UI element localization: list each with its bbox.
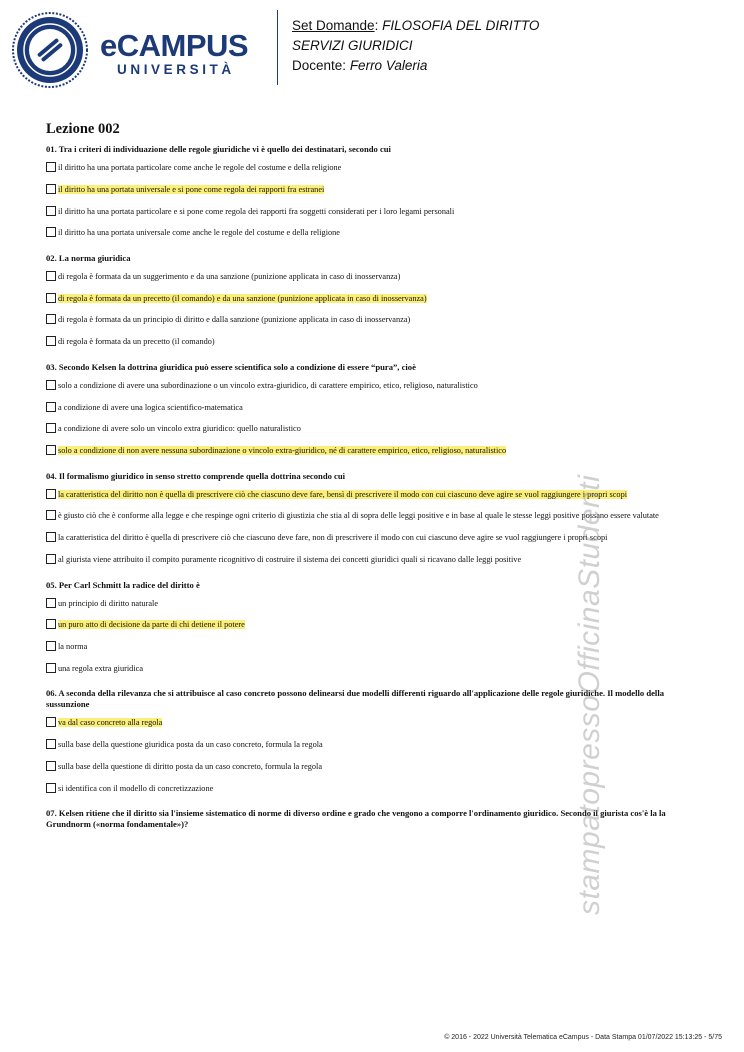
answer-text-wrap [58,554,521,566]
answer-text-wrap [58,532,607,544]
answer-text-wrap [58,641,87,653]
brand-name: eCAMPUS [100,28,249,63]
answer-option [46,227,698,239]
answer-text: il diritto ha una portata particolare come anche le regole del costume e della religione [58,163,342,172]
answer-text: solo a condizione di avere una subordinazione o un vincolo extra-giuridico, di carattere empirico, etico, religioso, naturalistico [58,380,478,390]
answer-text: è giusto ciò che è conforme alla legge e che respinge ogni criterio di giustizia che stia al di sopra delle leggi positive e in base al quale le stesse leggi positive possano essere valutate [58,511,659,521]
answer-text-wrap [58,380,478,392]
answer-checkbox[interactable] [46,293,56,303]
answer-checkbox[interactable] [46,641,56,651]
teacher-label: Docente: [292,58,347,73]
answer-checkbox[interactable] [46,619,56,629]
answer-text-wrap [58,184,324,196]
question-block [46,253,698,348]
answer-option-correct [46,184,698,196]
answer-option [46,402,698,414]
answer-text-wrap [58,314,410,326]
answer-text-wrap [58,227,340,239]
question-text: 01. Tra i criteri di individuazione delle regole giuridiche vi è quello dei destinatari, secondo cui [46,144,391,154]
answer-checkbox[interactable] [46,532,56,542]
answer-text: la caratteristica del diritto non è quella di prescrivere ciò che ciascuno deve fare, bensì di prescrivere il modo con cui ciascuno deve agire se vuol raggiungere i propri scopi [58,489,628,499]
answer-text-wrap [58,293,427,305]
answer-text-wrap [58,510,659,522]
answer-option [46,162,698,174]
answer-text: la caratteristica del diritto è quella di prescrivere ciò che ciascuno deve fare, non di prescrivere il modo con cui ciascuno deve agire se vuol raggiungere i propri scopi [58,533,608,543]
answer-option [46,314,698,326]
answer-checkbox[interactable] [46,380,56,390]
answer-checkbox[interactable] [46,598,56,608]
answer-text: va dal caso concreto alla regola [58,718,163,728]
answer-text-wrap [58,598,158,610]
ecampus-wordmark [100,30,265,77]
answer-option [46,423,698,435]
question-text: 07. Kelsen ritiene che il diritto sia l'insieme sistematico di norme di diverso ordine e grado che vengono a comporre l'ordinamento giuridico. Secondo il giurista cos'è la la Grundnorm («norma fondamentale»)? [46,808,666,830]
lesson-title: Lezione 002 [46,121,120,137]
answer-checkbox[interactable] [46,510,56,520]
answer-checkbox[interactable] [46,663,56,673]
answer-text: solo a condizione di non avere nessuna subordinazione o vincolo extra-giuridico, né di carattere empirico, etico, religioso, naturalistico [58,446,507,456]
answer-text: sulla base della questione giuridica posta da un caso concreto, formula la regola [58,740,323,750]
answer-text-wrap [58,663,143,675]
answer-text-wrap [58,761,322,773]
set-label: Set Domande [292,18,375,33]
question-text: 03. Secondo Kelsen la dottrina giuridica può essere scientifica solo a condizione di essere “pura”, cioè [46,361,416,372]
question-block [46,144,698,239]
answer-checkbox[interactable] [46,489,56,499]
answer-checkbox[interactable] [46,739,56,749]
question-text: 04. Il formalismo giuridico in senso stretto comprende quella dottrina secondo cui [46,470,346,481]
answer-text: si identifica con il modello di concretizzazione [58,783,214,793]
answer-text: di regola è formata da un suggerimento e da una sanzione (punizione applicata in caso di inosservanza) [58,271,401,281]
answer-text: di regola è formata da un principio di diritto e dalla sanzione (punizione applicata in caso di inosservanza) [58,315,411,325]
course-line [292,36,539,56]
answer-checkbox[interactable] [46,783,56,793]
answer-checkbox[interactable] [46,227,56,237]
answer-text: una regola extra giuridica [58,663,144,673]
set-value: FILOSOFIA DEL DIRITTO [382,18,540,33]
question-text: 05. Per Carl Schmitt la radice del diritto è [46,579,200,590]
answer-text: il diritto ha una portata particolare e si pone come regola dei rapporti fra soggetti considerati per i loro legami personali [58,206,455,216]
teacher-name: Ferro Valeria [349,58,428,73]
answer-text: un puro atto di decisione da parte di chi detiene il potere [58,620,245,630]
question-text: 02. La norma giuridica [46,252,131,263]
answer-checkbox[interactable] [46,336,56,346]
answer-text-wrap [58,402,243,414]
watermark: stampatopressoOfficinaStudenti [573,474,606,915]
header-divider [277,10,278,85]
page-footer: © 2016 - 2022 Università Telematica eCampus - Data Stampa 01/07/2022 15:13:25 - 5/75 [444,1034,722,1041]
answer-text: la norma [58,642,88,652]
answer-option [46,271,698,283]
course-name: SERVIZI GIURIDICI [292,38,413,53]
answer-text: sulla base della questione di diritto posta da un caso concreto, formula la regola [58,762,323,772]
answer-option-correct [46,293,698,305]
answer-checkbox[interactable] [46,445,56,455]
answer-checkbox[interactable] [46,402,56,412]
answer-checkbox[interactable] [46,271,56,281]
answer-text-wrap [58,619,245,631]
answer-text-wrap [58,423,301,435]
answer-text: a condizione di avere una logica scientifico-matematica [58,402,243,412]
answer-option [46,206,698,218]
set-line: Set Domande: FILOSOFIA DEL DIRITTO [292,18,540,33]
answer-checkbox[interactable] [46,314,56,324]
answer-checkbox[interactable] [46,761,56,771]
ecampus-seal-logo [12,12,88,88]
answer-text-wrap [58,783,213,795]
answer-text: al giurista viene attribuito il compito puramente ricognitivo di costruire il sistema dei concetti giuridici quali si ricavano dalle leggi positive [58,555,522,565]
answer-text: il diritto ha una portata universale come anche le regole del costume e della religione [58,228,340,238]
answer-text-wrap [58,336,215,348]
answer-text-wrap [58,717,162,729]
answer-checkbox[interactable] [46,717,56,727]
question-text: 06. A seconda della rilevanza che si attribuisce al caso concreto possono delinearsi due modelli differenti riguardo all'applicazione delle regole giuridiche. Il modello della sussunzione [46,688,665,710]
answer-option [46,336,698,348]
answer-text: un principio di diritto naturale [58,598,159,608]
answer-text-wrap [58,162,341,174]
answer-text-wrap [58,206,454,218]
answer-text: di regola è formata da un precetto (il comando) [58,337,215,347]
answer-text-wrap [58,445,506,457]
question-block [46,362,698,457]
course-info [292,16,539,76]
answer-text-wrap [58,489,627,501]
answer-text: di regola è formata da un precetto (il comando) e da una sanzione (punizione applicata in caso di inosservanza) [58,293,427,303]
page-header [0,0,744,100]
brand-subtitle: UNIVERSITÀ [117,62,235,77]
answer-text: il diritto ha una portata universale e si pone come regola dei rapporti fra estranei [58,184,325,194]
answer-checkbox[interactable] [46,206,56,216]
answer-text: a condizione di avere solo un vincolo extra giuridico: quello naturalistico [58,424,301,434]
teacher-line [292,56,539,76]
answer-text-wrap [58,271,400,283]
answer-checkbox[interactable] [46,184,56,194]
answer-option-correct [46,445,698,457]
answer-checkbox[interactable] [46,162,56,172]
answer-checkbox[interactable] [46,423,56,433]
answer-option [46,380,698,392]
answer-text-wrap [58,739,323,751]
answer-checkbox[interactable] [46,554,56,564]
